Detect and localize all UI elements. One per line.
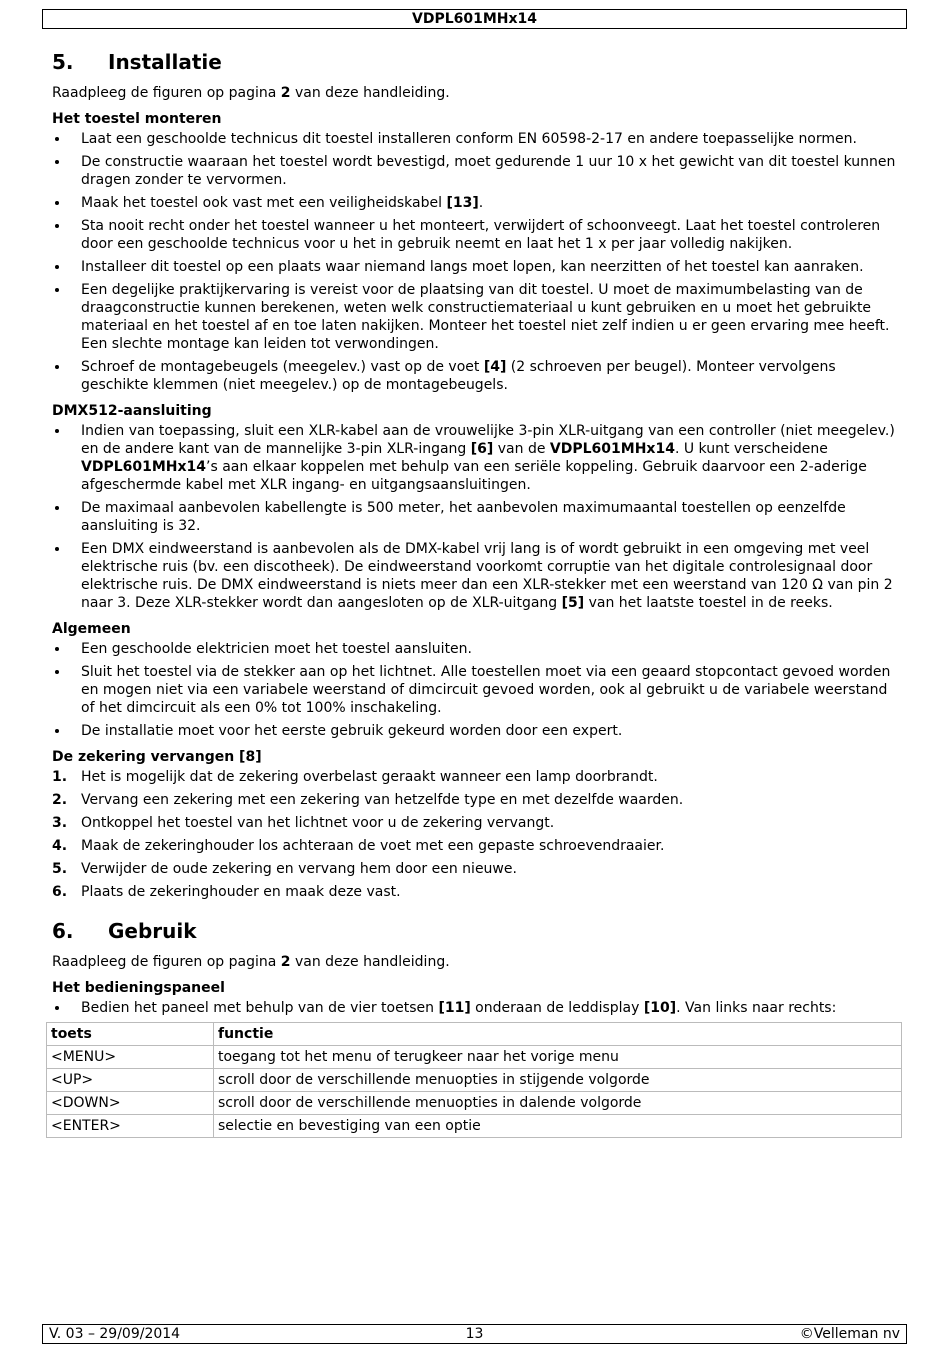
list-item: Sta nooit recht onder het toestel wanneer u het monteert, verwijdert of schoonveegt. Laat het toestel controleren door een geschoolde technicus voor u het in gebruik neemt en laat het 1 x per jaar volledig nakijken. bbox=[52, 217, 902, 253]
list-item: Indien van toepassing, sluit een XLR-kabel aan de vrouwelijke 3-pin XLR-uitgang van een controller (niet meegelev.) en de andere kant van de mannelijke 3-pin XLR-ingang [6] van de VDPL601MHx14. U kunt verscheidene VDPL601MHx14’s aan elkaar koppelen met behulp van een seriële koppeling. Gebruik daarvoor een 2-aderige afgeschermde kabel met XLR ingang- en uitgangsaansluitingen. bbox=[52, 422, 902, 494]
dmx-list bbox=[52, 422, 902, 612]
fuse-steps bbox=[52, 768, 902, 901]
list-item: Installeer dit toestel op een plaats waar niemand langs moet lopen, kan neerzitten of het toestel kan aanraken. bbox=[52, 258, 902, 276]
column-header: toets bbox=[47, 1023, 214, 1046]
keys-table bbox=[46, 1022, 902, 1138]
table-row bbox=[47, 1115, 902, 1138]
table-header-row bbox=[47, 1023, 902, 1046]
table-cell: scroll door de verschillende menuopties in stijgende volgorde bbox=[214, 1069, 902, 1092]
general-list bbox=[52, 640, 902, 740]
dmx-heading: DMX512-aansluiting bbox=[52, 403, 212, 419]
table-cell: selectie en bevestiging van een optie bbox=[214, 1115, 902, 1138]
list-item: Een degelijke praktijkervaring is vereist voor de plaatsing van dit toestel. U moet de maximumbelasting van de draagconstructie kunnen berekenen, weten welk constructiemateriaal u kunt gebruiken en u moet het gebruikte materiaal en het toestel af en toe laten nakijken. Monteer het toestel niet zelf indien u er geen ervaring mee heeft. Een slechte montage kan leiden tot verwondingen. bbox=[52, 281, 902, 353]
table-cell: <DOWN> bbox=[47, 1092, 214, 1115]
table-row bbox=[47, 1046, 902, 1069]
footer-company: ©Velleman nv bbox=[799, 1326, 900, 1342]
step-item: 4. Maak de zekeringhouder los achteraan de voet met een gepaste schroevendraaier. bbox=[52, 838, 665, 854]
list-item: De maximaal aanbevolen kabellengte is 500 meter, het aanbevolen maximumaantal toestellen op eenzelfde aansluiting is 32. bbox=[52, 499, 902, 535]
step-item: 6. Plaats de zekeringhouder en maak deze vast. bbox=[52, 884, 401, 900]
section-6-title: 6. Gebruik bbox=[52, 919, 197, 943]
list-item: Maak het toestel ook vast met een veiligheidskabel [13]. bbox=[52, 194, 902, 212]
list-item: Een DMX eindweerstand is aanbevolen als de DMX-kabel vrij lang is of wordt gebruikt in een omgeving met veel elektrische ruis (bv. een discotheek). De eindweerstand voorkomt corruptie van het digitale controlesignaal door elektrische ruis. De DMX eindweerstand is niets meer dan een XLR-stekker met een weerstand van 120 Ω van pin 2 naar 3. Deze XLR-stekker wordt dan aangesloten op de XLR-uitgang [5] van het laatste toestel in de reeks. bbox=[52, 540, 902, 612]
list-item: Laat een geschoolde technicus dit toestel installeren conform EN 60598-2-17 en andere toepasselijke normen. bbox=[52, 130, 902, 148]
footer-page-number: 13 bbox=[465, 1326, 484, 1342]
general-heading: Algemeen bbox=[52, 621, 131, 637]
mount-list bbox=[52, 130, 902, 394]
mount-heading: Het toestel monteren bbox=[52, 111, 222, 127]
table-cell: <MENU> bbox=[47, 1046, 214, 1069]
table-row bbox=[47, 1092, 902, 1115]
panel-list bbox=[52, 999, 902, 1017]
section-6-intro: Raadpleeg de figuren op pagina 2 van deze handleiding. bbox=[52, 954, 450, 970]
list-item: Een geschoolde elektricien moet het toestel aansluiten. bbox=[52, 640, 902, 658]
fuse-heading: De zekering vervangen [8] bbox=[52, 749, 262, 765]
list-item: Sluit het toestel via de stekker aan op het lichtnet. Alle toestellen moet via een geaard stopcontact gevoed worden en mogen niet via een variabele weerstand of dimcircuit gevoed worden, ook al gebruikt u de variabele weerstand of het dimcircuit als een 0% tot 100% inschakeling. bbox=[52, 663, 902, 717]
page-footer bbox=[42, 1324, 907, 1344]
panel-heading: Het bedieningspaneel bbox=[52, 980, 225, 996]
list-item: Bedien het paneel met behulp van de vier toetsen [11] onderaan de leddisplay [10]. Van links naar rechts: bbox=[52, 999, 902, 1017]
page-header bbox=[42, 9, 907, 29]
step-item: 5. Verwijder de oude zekering en vervang hem door een nieuwe. bbox=[52, 861, 517, 877]
list-item: Schroef de montagebeugels (meegelev.) vast op de voet [4] (2 schroeven per beugel). Monteer vervolgens geschikte klemmen (niet meegelev.) op de montagebeugels. bbox=[52, 358, 902, 394]
step-item: 2. Vervang een zekering met een zekering van hetzelfde type en met dezelfde waarden. bbox=[52, 792, 684, 808]
column-header: functie bbox=[214, 1023, 902, 1046]
step-item: 3. Ontkoppel het toestel van het lichtnet voor u de zekering vervangt. bbox=[52, 815, 555, 831]
list-item: De installatie moet voor het eerste gebruik gekeurd worden door een expert. bbox=[52, 722, 902, 740]
list-item: De constructie waaraan het toestel wordt bevestigd, moet gedurende 1 uur 10 x het gewicht van dit toestel kunnen dragen zonder te vervormen. bbox=[52, 153, 902, 189]
table-cell: toegang tot het menu of terugkeer naar het vorige menu bbox=[214, 1046, 902, 1069]
page-content bbox=[52, 48, 902, 1138]
table-cell: <UP> bbox=[47, 1069, 214, 1092]
footer-version: V. 03 – 29/09/2014 bbox=[49, 1326, 181, 1342]
step-item: 1. Het is mogelijk dat de zekering overbelast geraakt wanneer een lamp doorbrandt. bbox=[52, 769, 658, 785]
table-cell: scroll door de verschillende menuopties in dalende volgorde bbox=[214, 1092, 902, 1115]
header-title: VDPL601MHx14 bbox=[411, 11, 538, 27]
table-row bbox=[47, 1069, 902, 1092]
section-5-intro: Raadpleeg de figuren op pagina 2 van deze handleiding. bbox=[52, 85, 450, 101]
table-cell: <ENTER> bbox=[47, 1115, 214, 1138]
section-5-title: 5. Installatie bbox=[52, 50, 222, 74]
